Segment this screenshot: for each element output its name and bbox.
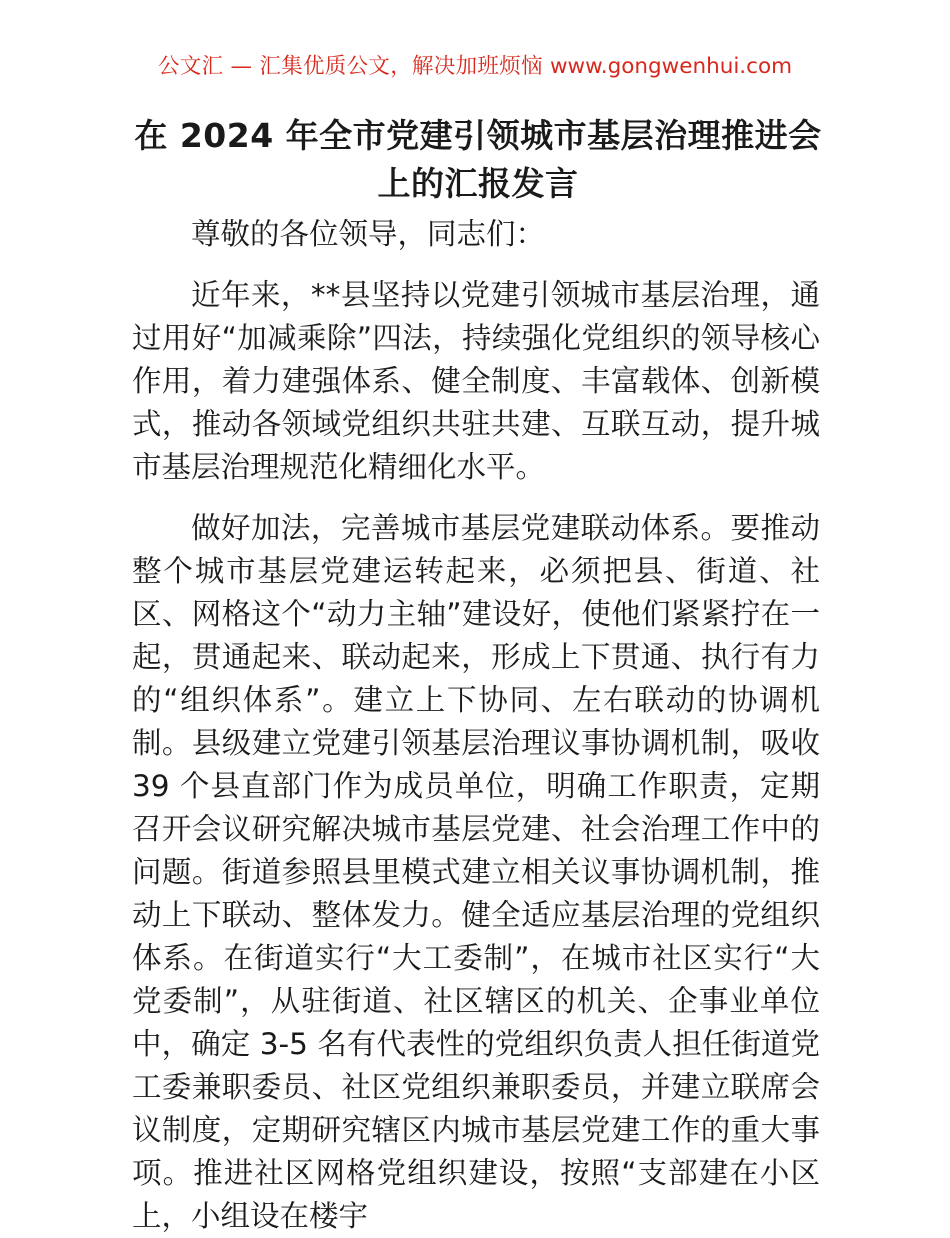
body-paragraph-2: 做好加法，完善城市基层党建联动体系。要推动整个城市基层党建运转起来，必须把县、街道、社区、网格这个“动力主轴”建设好，使他们紧紧拧在一起，贯通起来、联动起来，形成上下贯通、执行有力的“组织体系”。建立上下协同、左右联动的协调机制。县级建立党建引领基层治理议事协调机制，吸收 39 个县直部门作为成员单位，明确工作职责，定期召开会议研究解决城市基层党建、社会治理工作中的问题。街道参照县里模式建立相关议事协调机制，推动上下联动、整体发力。健全适应基层治理的党组织体系。在街道实行“大工委制”，在城市社区实行“大党委制”，从驻街道、社区辖区的机关、企事业单位中，确定 3-5 名有代表性的党组织负责人担任街道党工委兼职委员、社区党组织兼职委员，并建立联席会议制度，定期研究辖区内城市基层党建工作的重大事项。推进社区网格党组织建设，按照“支部建在小区上，小组设在楼宇: [132, 511, 820, 1233]
site-watermark-header: [0, 52, 950, 82]
page-title: 在 2024 年全市党建引领城市基层治理推进会上的汇报发言: [134, 116, 822, 203]
body-paragraph-1: 近年来，**县坚持以党建引领城市基层治理，通过用好“加减乘除”四法，持续强化党组织的领导核心作用，着力建强体系、健全制度、丰富载体、创新模式，推动各领域党组织共驻共建、互联互动，提升城市基层治理规范化精细化水平。: [132, 278, 820, 484]
salutation-line: 尊敬的各位领导，同志们：: [191, 217, 546, 251]
watermark-brand-text: 公文汇 — 汇集优质公文，解决加班烦恼: [157, 54, 543, 79]
watermark-url-text: www.gongwenhui.com: [549, 54, 793, 79]
document-body: [132, 213, 820, 1238]
